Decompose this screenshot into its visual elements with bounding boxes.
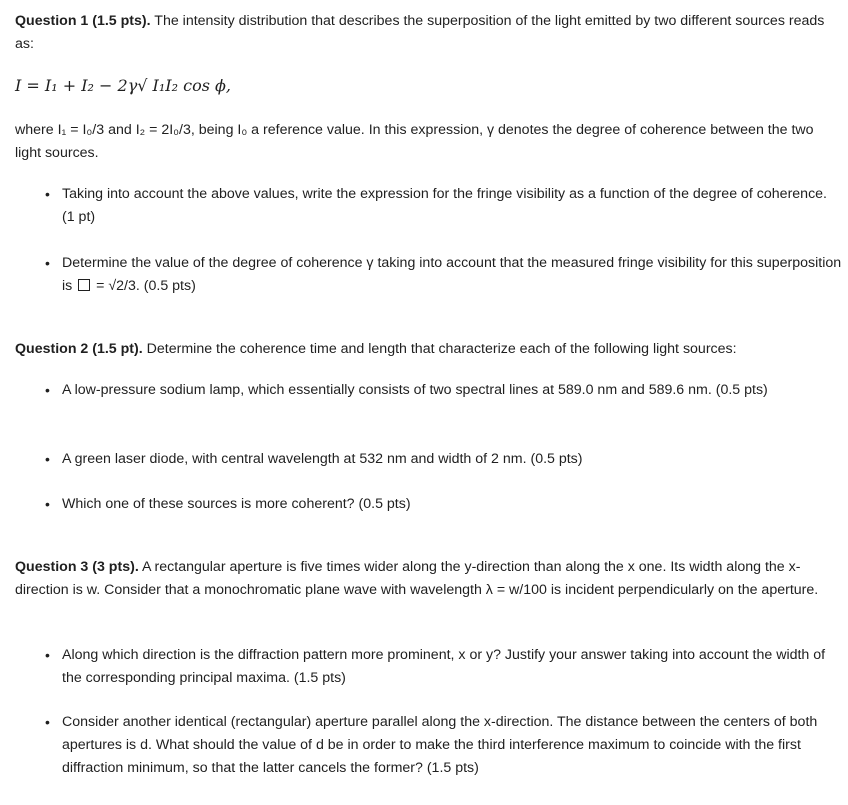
bullet-dot-icon: • <box>45 647 50 663</box>
q3-bullet-2 <box>45 711 842 780</box>
q3-title: Question 3 (3 pts). <box>15 559 139 575</box>
q2-intro: Determine the coherence time and length that characterize each of the following light sources: <box>146 341 737 357</box>
q2-bullet-1-text: A low-pressure sodium lamp, which essentially consists of two spectral lines at 589.0 nm and 589.6 nm. (0.5 pts) <box>62 382 768 398</box>
q3-intro: A rectangular aperture is five times wider along the y-direction than along the x one. Its width along the x-direction is w. Consider that a monochromatic plane wave with wavelength λ = w/100 is incident perpendicularly on the aperture. <box>15 559 819 598</box>
q2-title: Question 2 (1.5 pt). <box>15 341 143 357</box>
bullet-dot-icon: • <box>45 255 50 271</box>
q3-bullet-1 <box>45 644 842 690</box>
q1-bullet-1-text: Taking into account the above values, write the expression for the fringe visibility as a function of the degree of coherence. (1 pt) <box>62 186 827 225</box>
bullet-dot-icon: • <box>45 186 50 202</box>
q2-bullet-3 <box>45 493 842 516</box>
q3-bullet-1-text: Along which direction is the diffraction pattern more prominent, x or y? Justify your answer taking into account the width of the corresponding principal maxima. (1.5 pts) <box>62 647 826 686</box>
bullet-dot-icon: • <box>45 714 50 730</box>
q2-header <box>15 338 837 361</box>
bullet-dot-icon: • <box>45 496 50 512</box>
bullet-dot-icon: • <box>45 451 50 467</box>
bullet-dot-icon: • <box>45 382 50 398</box>
q1-bullet-1 <box>45 183 842 229</box>
q1-bullet-2-text: Determine the value of the degree of coherence γ taking into account that the measured fringe visibility for this superposition is <box>62 255 842 294</box>
q2-bullet-2-text: A green laser diode, with central wavelength at 532 nm and width of 2 nm. (0.5 pts) <box>62 451 583 467</box>
q1-intro: The intensity distribution that describes the superposition of the light emitted by two different sources reads as: <box>15 13 825 52</box>
q1-title: Question 1 (1.5 pts). <box>15 13 151 29</box>
missing-glyph-box-icon <box>78 279 90 291</box>
q3-bullet-2-text: Consider another identical (rectangular) aperture parallel along the x-direction. The distance between the centers of both apertures is d. What should the value of d be in order to make the third interference maximum to coincide with the first diffraction minimum, so that the latter cancels the former? (1.5 pts) <box>62 714 818 776</box>
q1-bullet-2-value: = √2/3. (0.5 pts) <box>96 278 196 294</box>
q2-bullet-1 <box>45 379 842 402</box>
q3-header <box>15 556 837 602</box>
q1-bullet-2 <box>45 252 842 298</box>
q1-formula: I = I₁ + I₂ − 2γ√ I₁I₂ cos ϕ, <box>15 76 231 95</box>
q1-header <box>15 10 837 56</box>
q1-where: where I₁ = I₀/3 and I₂ = 2I₀/3, being I₀ a reference value. In this expression, γ denotes the degree of coherence between the two light sources. <box>15 122 814 161</box>
q2-bullet-2 <box>45 448 842 471</box>
q2-bullet-3-text: Which one of these sources is more coherent? (0.5 pts) <box>62 496 411 512</box>
